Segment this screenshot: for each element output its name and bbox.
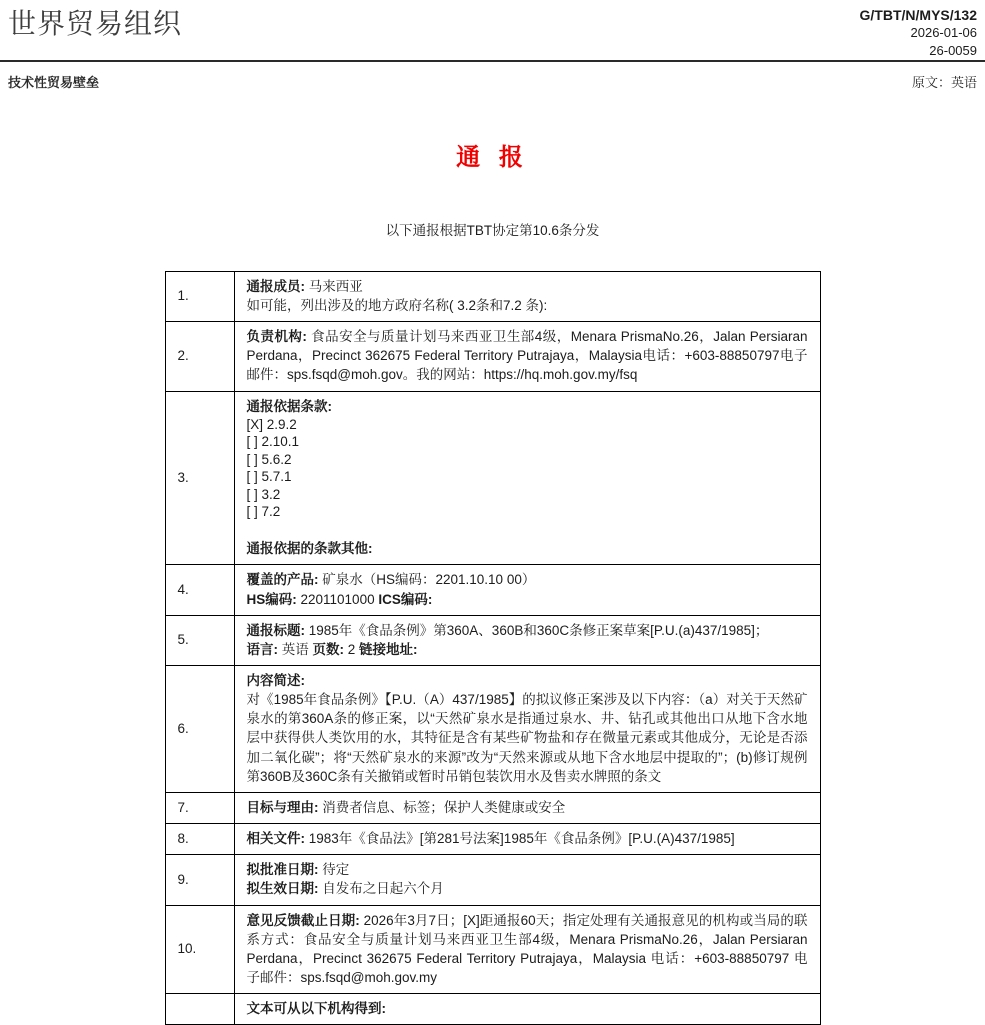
notification-table [165, 271, 821, 1025]
notifying-member-cell [234, 271, 820, 321]
relevant-documents-label: 相关文件: [246, 831, 309, 847]
row-number [165, 994, 234, 1025]
organization-title: 世界贸易组织 [8, 8, 183, 39]
title-value: 1985年《食品条例》第360A、360B和360C条修正案草案[P.U.(a)437/1985]； [308, 622, 769, 638]
article-option-3-2: [ ] 3.2 [246, 486, 281, 502]
table-row-8 [165, 824, 820, 855]
language-label: 语言: [246, 641, 282, 657]
document-header [0, 0, 985, 59]
row-number: 6. [165, 666, 234, 793]
pages-value: 2 [347, 641, 360, 657]
responsible-agency-cell [234, 322, 820, 391]
table-row-9 [165, 855, 820, 905]
notifying-member-label: 通报成员: [246, 278, 309, 294]
comment-deadline-cell [234, 905, 820, 994]
notified-articles-label: 通报依据条款: [246, 398, 332, 414]
original-language-label: 原文：英语 [911, 74, 977, 90]
notification-title-cell [234, 615, 820, 665]
table-row-4 [165, 565, 820, 615]
hs-code-value: 2201101000 [300, 591, 379, 607]
document-symbol: G/TBT/N/MYS/132 [859, 7, 977, 23]
entry-into-force-label: 拟生效日期: [246, 881, 323, 897]
table-row-10 [165, 905, 820, 994]
objective-value: 消费者信息、标签；保护人类健康或安全 [322, 799, 566, 815]
table-row-11 [165, 994, 820, 1025]
table-row-7 [165, 792, 820, 823]
comment-deadline-label: 意见反馈截止日期: [246, 912, 364, 928]
pages-label: 页数: [312, 641, 348, 657]
products-covered-value: 矿泉水（HS编码：2201.10.10 00） [322, 572, 536, 588]
other-articles-label: 通报依据的条款其他: [246, 541, 373, 557]
language-value: 英语 [281, 641, 313, 657]
document-reference-block [860, 6, 977, 59]
article-option-7-2: [ ] 7.2 [246, 504, 281, 520]
row-number: 5. [165, 615, 234, 665]
hs-code-label: HS编码: [246, 591, 301, 607]
article-option-2-9-2: [X] 2.9.2 [246, 416, 297, 432]
article-option-5-7-1: [ ] 5.7.1 [246, 469, 292, 485]
row-number: 2. [165, 322, 234, 391]
relevant-documents-value: 1983年《食品法》[第281号法案]1985年《食品条例》[P.U.(A)437/1985] [308, 831, 735, 847]
row-number: 3. [165, 391, 234, 565]
text-available-label: 文本可从以下机构得到: [246, 1001, 386, 1017]
objective-label: 目标与理由: [246, 799, 323, 815]
article-option-2-10-1: [ ] 2.10.1 [246, 434, 300, 450]
row-number: 1. [165, 271, 234, 321]
row-number: 7. [165, 792, 234, 823]
description-body: 对《1985年食品条例》【P.U.（A）437/1985】的拟议修正案涉及以下内容：（a）对关于天然矿泉水的第360A条的修正案，以“天然矿泉水是指通过泉水、井、钻孔或其他出口从地下含水地层中获得供人类饮用的水，其特征是含有某些矿物盐和存在微量元素或其他成分，无论是否添加二氧化碳”；将“天然矿泉水的来源”改为“天然来源或从地下含水地层中提取的”；(b)修订规例第360B及360C条有关撤销或暂时吊销包装饮用水及售卖水牌照的条文 [246, 692, 808, 784]
article-option-5-6-2: [ ] 5.6.2 [246, 451, 292, 467]
ics-code-label: ICS编码: [378, 591, 433, 607]
comment-deadline-value: 2026年3月7日；[X]距通报60天；指定处理有关通报意见的机构或当局的联系方式：食品安全与质量计划马来西亚卫生部4级，Menara PrismaNo.26，Jalan Persiaran Perdana，Precinct 362675 Federal Territory Putrajaya，Malaysia 电话：+603-88850797 电子邮件：sps.fsqd@moh.gov.my [246, 912, 808, 986]
notification-title: 通 报 [456, 143, 529, 171]
committee-label: 技术性贸易壁垒 [8, 74, 100, 90]
subheader-row [0, 62, 985, 91]
table-row-1 [165, 271, 820, 321]
responsible-agency-value: 食品安全与质量计划马来西亚卫生部4级，Menara PrismaNo.26，Jalan Persiaran Perdana，Precinct 362675 Federal Territory Putrajaya，Malaysia电话：+603-88850797电子邮件：sps.fsqd@moh.gov。我的网站：https://hq.moh.gov.my/fsq [246, 329, 808, 383]
notifying-member-value: 马来西亚 [308, 278, 363, 294]
local-government-note: 如可能，列出涉及的地方政府名称( 3.2条和7.2 条): [246, 297, 548, 313]
row-number: 9. [165, 855, 234, 905]
row-number: 8. [165, 824, 234, 855]
row-number: 10. [165, 905, 234, 994]
objective-cell [234, 792, 820, 823]
notified-articles-cell [234, 391, 820, 565]
row-number: 4. [165, 565, 234, 615]
blank-line [247, 521, 808, 539]
table-row-6 [165, 666, 820, 793]
document-number: 26-0059 [929, 42, 977, 58]
adoption-date-label: 拟批准日期: [246, 862, 323, 878]
responsible-agency-label: 负责机构: [246, 329, 312, 345]
distribution-note: 以下通报根据TBT协定第10.6条分发 [385, 222, 600, 238]
products-covered-cell [234, 565, 820, 615]
table-row-5 [165, 615, 820, 665]
text-available-cell [234, 994, 820, 1025]
entry-into-force-value: 自发布之日起六个月 [322, 881, 444, 897]
products-covered-label: 覆盖的产品: [246, 572, 323, 588]
description-cell [234, 666, 820, 793]
description-label: 内容简述: [246, 673, 305, 688]
title-label: 通报标题: [246, 622, 309, 638]
link-label: 链接地址: [359, 641, 418, 657]
relevant-documents-cell [234, 824, 820, 855]
adoption-date-value: 待定 [322, 862, 350, 878]
document-date: 2026-01-06 [910, 25, 977, 41]
table-row-3 [165, 391, 820, 565]
dates-cell [234, 855, 820, 905]
table-row-2 [165, 322, 820, 391]
